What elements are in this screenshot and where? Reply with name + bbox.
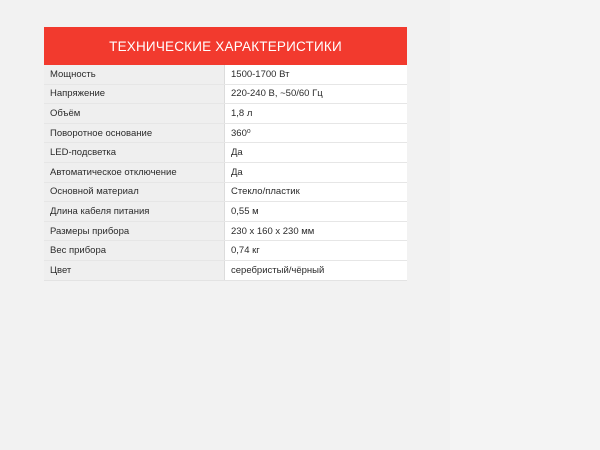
table-row	[44, 104, 407, 124]
right-margin-strip	[450, 0, 600, 450]
spec-label: Основной материал	[44, 182, 225, 202]
table-row	[44, 241, 407, 261]
spec-value: 0,74 кг	[225, 241, 408, 261]
spec-label: Цвет	[44, 260, 225, 280]
spec-label: Поворотное основание	[44, 123, 225, 143]
specs-table	[44, 65, 407, 281]
spec-label: Объём	[44, 104, 225, 124]
spec-label: Длина кабеля питания	[44, 202, 225, 222]
spec-label: LED-подсветка	[44, 143, 225, 163]
spec-value: 230 х 160 х 230 мм	[225, 221, 408, 241]
table-row	[44, 202, 407, 222]
table-row	[44, 221, 407, 241]
spec-label: Напряжение	[44, 84, 225, 104]
table-row	[44, 260, 407, 280]
spec-value: 1500-1700 Вт	[225, 65, 408, 84]
spec-value: Стекло/пластик	[225, 182, 408, 202]
table-row	[44, 123, 407, 143]
spec-value: 0,55 м	[225, 202, 408, 222]
spec-label: Вес прибора	[44, 241, 225, 261]
spec-value: 1,8 л	[225, 104, 408, 124]
spec-value: серебристый/чёрный	[225, 260, 408, 280]
table-row	[44, 84, 407, 104]
specs-card	[44, 27, 407, 281]
spec-value: Да	[225, 162, 408, 182]
spec-label: Автоматическое отключение	[44, 162, 225, 182]
table-row	[44, 162, 407, 182]
spec-label: Размеры прибора	[44, 221, 225, 241]
spec-value: 360⁰	[225, 123, 408, 143]
table-row	[44, 143, 407, 163]
table-row	[44, 65, 407, 84]
spec-label: Мощность	[44, 65, 225, 84]
spec-value: Да	[225, 143, 408, 163]
spec-value: 220-240 В, ~50/60 Гц	[225, 84, 408, 104]
specs-title: ТЕХНИЧЕСКИЕ ХАРАКТЕРИСТИКИ	[44, 27, 407, 65]
table-row	[44, 182, 407, 202]
